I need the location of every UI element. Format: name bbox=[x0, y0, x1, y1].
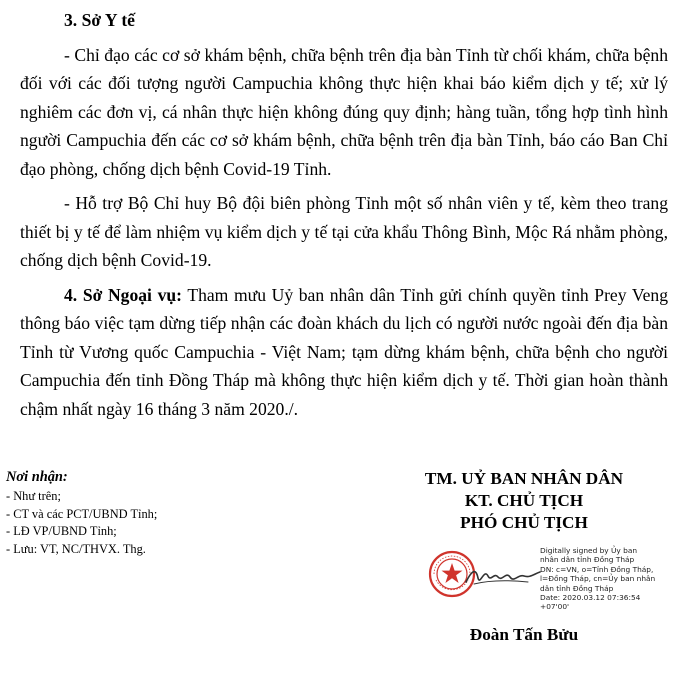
section-3-paragraph-2: - Hỗ trợ Bộ Chỉ huy Bộ đội biên phòng Tỉnh một số nhân viên y tế, kèm theo trang thiết bị y tế để làm nhiệm vụ kiểm dịch y tế tại cửa khẩu Thông Bình, Mộc Rá nhằm phòng, chống dịch bệnh Covid-19. bbox=[20, 193, 668, 270]
recipient-item: - Như trên; bbox=[6, 489, 61, 504]
digital-signature-line: dân tỉnh Đồng Tháp bbox=[540, 583, 614, 593]
signer-name: Đoàn Tấn Bửu bbox=[469, 625, 579, 644]
digital-signature-line: l=Đồng Tháp, cn=Ủy ban nhân bbox=[540, 574, 656, 584]
document-body bbox=[20, 6, 668, 429]
recipient-item: - LĐ VP/UBND Tỉnh; bbox=[6, 524, 117, 539]
digital-signature-info bbox=[540, 546, 682, 612]
sign-line-organization: TM. UỶ BAN NHÂN DÂN bbox=[424, 469, 624, 488]
section-4-heading: 4. Sở Ngoại vụ: bbox=[64, 284, 183, 305]
section-4-paragraph bbox=[20, 281, 668, 424]
digital-signature-line: Date: 2020.03.12 07:36:54 bbox=[540, 593, 641, 603]
recipient-item: - CT và các PCT/UBND Tỉnh; bbox=[6, 506, 158, 521]
recipient-item: - Lưu: VT, NC/THVX. Thg. bbox=[6, 541, 146, 556]
sign-line-chairman: KT. CHỦ TỊCH bbox=[464, 491, 584, 510]
recipients-list bbox=[6, 488, 306, 558]
section-3-paragraph-1: - Chỉ đạo các cơ sở khám bệnh, chữa bệnh trên địa bàn Tỉnh từ chối khám, chữa bệnh đối với các đối tượng người Campuchia không thực hiện khai báo kiểm dịch y tế; xử lý nghiêm các đơn vị, cá nhân thực hiện không đúng quy định; hàng tuần, tổng hợp tình hình người Campuchia đến các cơ sở khám bệnh, chữa bệnh trên địa bàn Tỉnh, báo cáo Ban Chỉ đạo phòng, chống dịch bệnh Covid-19 Tỉnh. bbox=[20, 44, 668, 179]
recipients-block bbox=[6, 469, 306, 558]
signature-title-block bbox=[380, 468, 668, 534]
section-3-heading: 3. Sở Y tế bbox=[64, 10, 135, 30]
handwritten-signature-icon bbox=[464, 562, 542, 590]
sign-line-vice-chairman: PHÓ CHỦ TỊCH bbox=[460, 513, 588, 532]
recipients-title: Nơi nhận: bbox=[6, 469, 68, 485]
digital-signature-line: nhân dân tỉnh Đồng Tháp bbox=[540, 555, 635, 565]
digital-signature-line: DN: c=VN, o=Tỉnh Đồng Tháp, bbox=[540, 564, 654, 574]
digital-signature-line: Digitally signed by Ủy ban bbox=[540, 546, 638, 555]
section-4-text: Tham mưu Uỷ ban nhân dân Tỉnh gửi chính quyền tỉnh Prey Veng thông báo việc tạm dừng tiếp nhận các đoàn khách du lịch có người nước ngoài đến địa bàn Tỉnh từ Vương quốc Campuchia - Việt Nam; tạm dừng khám bệnh, chữa bệnh cho người Campuchia đến tỉnh Đồng Tháp mà không thực hiện kiểm dịch y tế. Thời gian hoàn thành chậm nhất ngày 16 tháng 3 năm 2020./. bbox=[20, 284, 668, 419]
digital-signature-line: +07'00' bbox=[540, 602, 570, 612]
